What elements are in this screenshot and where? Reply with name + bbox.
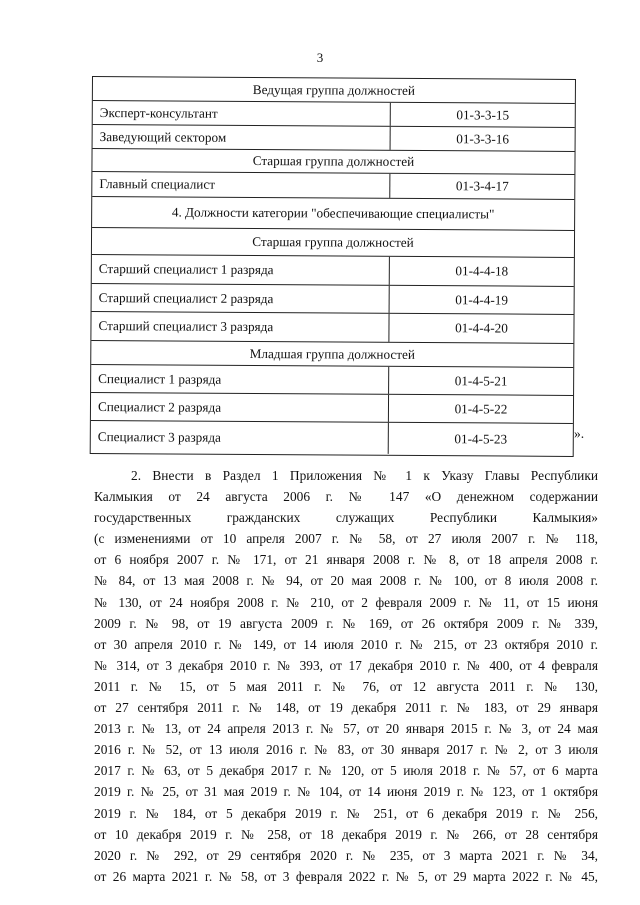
group-header-text: Младшая группа должностей [249,345,415,362]
paragraph-line: Калмыкия от 24 августа 2006 г. № 147 «О денежном содержании [94,489,598,505]
position-row [93,125,575,152]
paragraph-line: № 84, от 13 мая 2008 г. № 94, от 20 мая 2008 г. № 100, от 8 июля 2008 г. [94,573,598,589]
paragraph-line: № 314, от 3 декабря 2010 г. № 393, от 17 декабря 2010 г. № 400, от 4 февраля [94,657,598,673]
paragraph-line: 2. Внести в Раздел 1 Приложения № 1 к Указу Главы Республики [131,468,598,483]
position-name: Заведующий сектором [93,125,391,150]
paragraph-line: от 27 сентября 2011 г. № 148, от 19 декабря 2011 г. № 183, от 29 января [94,700,598,716]
paragraph-line: 2011 г. № 15, от 5 мая 2011 г. № 76, от 12 августа 2011 г. № 130, [94,678,598,694]
paragraph-line: 2019 г. № 184, от 5 декабря 2019 г. № 251, от 6 декабря 2019 г. № 256, [94,805,598,821]
position-row [91,312,573,344]
group-header-row [91,341,573,368]
position-row [91,421,573,455]
paragraph-line: 2020 г. № 292, от 29 сентября 2020 г. № 235, от 3 марта 2021 г. № 34, [94,847,598,863]
group-header-text: Старшая группа должностей [252,233,414,250]
position-name: Старший специалист 1 разряда [92,255,390,285]
paragraph-line: государственных гражданских служащих Республики Калмыкия» [94,510,598,526]
position-name: Специалист 3 разряда [91,421,389,454]
position-name: Специалист 1 разряда [91,365,389,394]
paragraph-line: от 26 марта 2021 г. № 58, от 3 февраля 2022 г. № 5, от 29 марта 2022 г. № 45, [94,868,598,884]
group-header-row [92,197,574,231]
position-code: 01-3-3-16 [456,130,510,147]
group-header-text: Ведущая группа должностей [252,81,416,98]
paragraph-line: 2017 г. № 63, от 5 декабря 2017 г. № 120, от 5 июля 2018 г. № 57, от 6 марта [94,763,598,779]
position-name: Старший специалист 2 разряда [92,284,390,313]
position-code: 01-4-5-23 [454,430,508,447]
position-code: 01-4-4-19 [455,291,509,308]
page-number: 3 [316,50,324,65]
position-name: Эксперт-консультант [93,101,391,126]
position-row [92,284,574,315]
paragraph-line: (с изменениями от 10 апреля 2007 г. № 58, от 27 июля 2007 г. № 118, [94,531,598,547]
position-row [91,365,573,396]
position-code: 01-3-3-15 [456,106,510,123]
position-code: 01-4-4-18 [455,263,509,279]
positions-table [90,76,576,457]
paragraph-line: от 6 ноября 2007 г. № 171, от 21 января 2008 г. № 8, от 18 апреля 2008 г. [94,552,598,568]
group-header-row [92,228,574,258]
paragraph-line: 2019 г. № 25, от 31 мая 2019 г. № 104, от 14 июня 2019 г. № 123, от 1 октября [94,784,598,800]
position-name: Главный специалист [92,172,390,198]
paragraph-line: от 30 апреля 2010 г. № 149, от 14 июля 2010 г. № 215, от 23 октября 2010 г. [94,636,598,652]
paragraph-line: № 130, от 24 ноября 2008 г. № 210, от 2 февраля 2009 г. № 11, от 15 июня [94,594,598,610]
closing-quote: ». [574,426,585,441]
position-code: 01-4-5-21 [454,372,508,389]
position-code: 01-4-4-20 [455,320,508,336]
decree-paragraph [94,465,598,887]
group-header-row [92,149,574,175]
position-code: 01-4-5-22 [454,400,508,417]
position-code: 01-3-4-17 [455,178,509,194]
position-row [92,172,574,200]
position-row [93,101,575,128]
paragraph-line: 2016 г. № 52, от 13 июля 2016 г. № 83, от 30 января 2017 г. № 2, от 3 июля [94,742,598,758]
group-header-text: Старшая группа должностей [252,152,415,169]
position-name: Специалист 2 разряда [91,393,389,422]
position-row [91,393,573,424]
paragraph-line: 2013 г. № 13, от 24 апреля 2013 г. № 57, от 20 января 2015 г. № 3, от 24 мая [94,721,598,737]
paragraph-line: от 10 декабря 2019 г. № 258, от 18 декабря 2019 г. № 266, от 28 сентября [94,826,598,842]
group-header-text: 4. Должности категории "обеспечивающие специалисты" [171,204,495,222]
group-header-row [93,77,575,104]
position-row [92,255,574,287]
paragraph-line: 2009 г. № 98, от 19 августа 2009 г. № 169, от 26 октября 2009 г. № 339, [94,615,598,631]
position-name: Старший специалист 3 разряда [91,312,389,342]
